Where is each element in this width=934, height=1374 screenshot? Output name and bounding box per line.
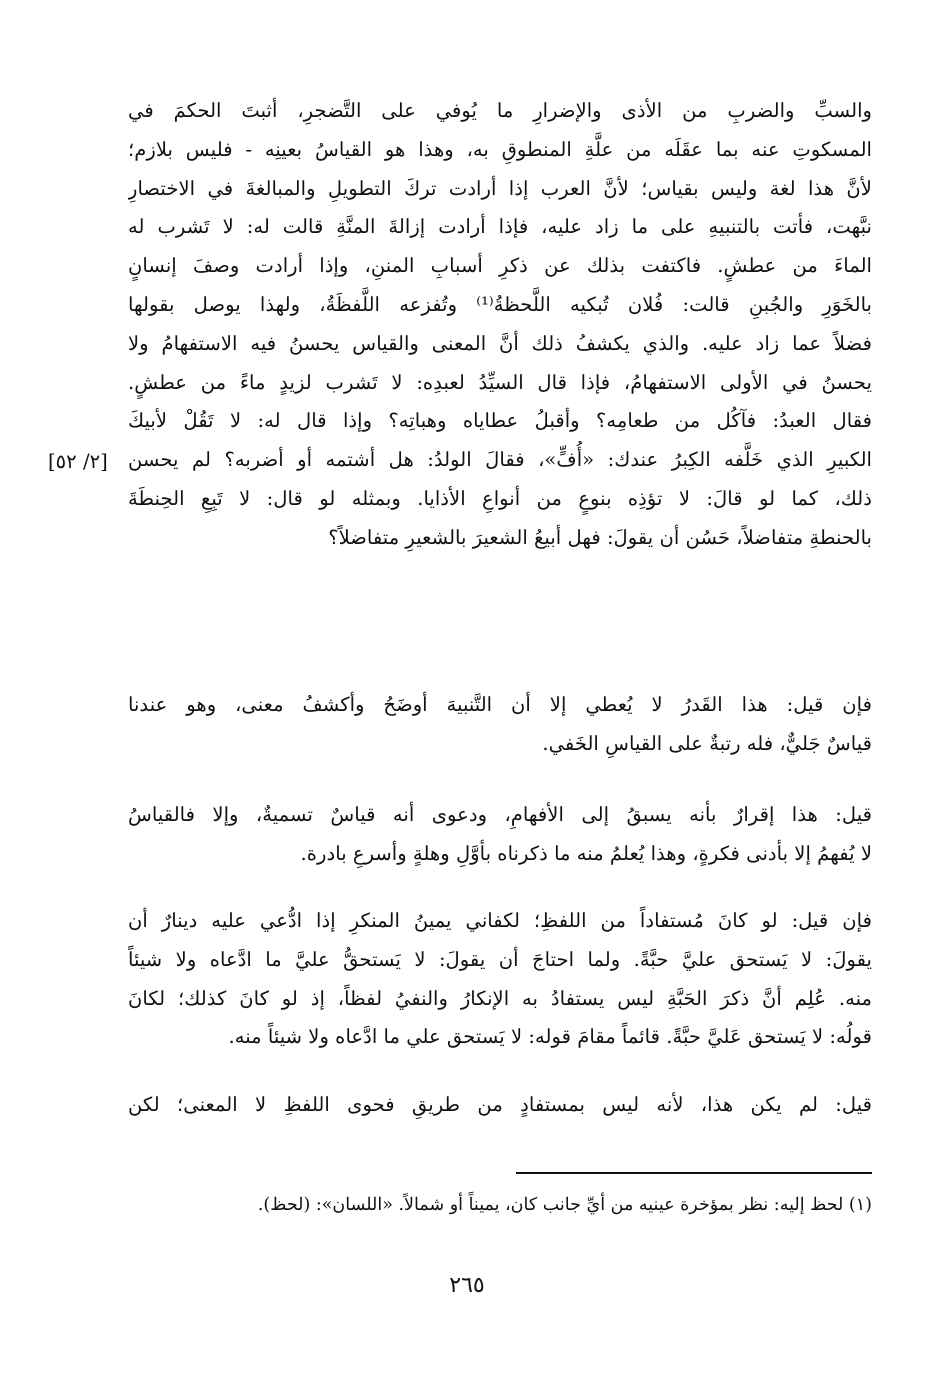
text-line: ذلك، كما لو قالَ: لا تؤذِه بنوعٍ من أنواعِ الأذايا. وبمثله لو قال: لا تَبِعِ الحِنطَةَ [128,486,872,510]
text-line: الكبيرِ الذي خَلَّفه الكِبرُ عندك: «أُفٍّ»، فقالَ الولدُ: هل أشتمه أو أضربه؟ لم يحسن [128,448,872,472]
text-line: بالحنطةِ متفاضلاً، حَسُن أن يقولَ: فهل أبيعُ الشعيرَ بالشعيرِ متفاضلاً؟ [328,525,872,549]
paragraph-1 [128,92,872,558]
text-line: نبَّهت، فأتت بالتنبيهِ على ما زاد عليه، فإذا أرادت إزالةَ المنَّةِ قالت له: لا تَشرب له [128,215,872,239]
text-line: فإن قيل: لو كانَ مُستفاداً من اللفظِ؛ لكفاني يمينُ المنكرِ إذا ادُّعي عليه دينارٌ أن [128,909,872,932]
paragraph-text [128,92,872,558]
text-line: الماءَ من عطشٍ. فاكتفت بذلك عن ذكرِ أسبابِ المننِ، وإذا أرادت وصفَ إنسانٍ [128,254,872,278]
text-line: والسبِّ والضربِ من الأذى والإضرارِ ما يُوفي على التَّضجرِ، أثبتَ الحكمَ في [128,99,872,122]
text-line: يقولَ: لا يَستحق عليَّ حبَّةً. ولما احتاجَ أن يقولَ: لا يَستحقُّ عليَّ ما ادَّعاه ولا شيئاً [128,947,872,971]
text-line: قياسٌ جَليٌّ، فله رتبةٌ على القياسِ الخَفي. [542,731,872,755]
text-line: لا يُفهمُ إلا بأدنى فكرةٍ، وهذا يُعلمُ منه ما ذكرناه بأوَّلِ وهلةٍ وأسرعِ بادرة. [300,841,872,865]
paragraph-text [128,686,872,764]
paragraph-2 [128,686,872,764]
text-line: فضلاً عما زاد عليه. والذي يكشفُ ذلك أنَّ المعنى والقياس يحسنُ فيه الاستفهامُ ولا [128,331,872,355]
paragraph-text [128,1086,872,1125]
paragraph-4 [128,902,872,1057]
text-line: يحسنُ في الأولى الاستفهامُ، فإذا قال السيِّدُ لعبدِه: لا تَشرب لزيدٍ ماءً من عطشٍ. [128,370,872,394]
page-number: ٢٦٥ [449,1273,485,1298]
text-line: فإن قيل: هذا القَدرُ لا يُعطي إلا أن التَّنبيهَ أوضَحُ وأكشفُ معنى، وهو عندنا [128,693,872,716]
paragraph-3 [128,796,872,874]
text-line: قولُه: لا يَستحق عَليَّ حبَّةً. قائماً مقامَ قوله: لا يَستحق علي ما ادَّعاه ولا شيئاً منه. [228,1025,872,1049]
text-line: منه. عُلِم أنَّ ذكرَ الحَبَّةِ ليس يستفادُ به الإنكارُ والنفيُ لفظاً، إذ لو كانَ كذلك؛ لكانَ [128,986,872,1010]
paragraph-5 [128,1086,872,1125]
text-line: المسكوتِ عنه بما عقَلَه من علَّةِ المنطوقِ به، وهذا هو القياسُ بعينِه - فليس بلازم؛ [128,137,872,161]
margin-page-marker: [٢/ ٥٢] [48,450,108,473]
text-line: قيل: لم يكن هذا، لأنه ليس بمستفادٍ من طريقِ فحوى اللفظِ لا المعنى؛ لكن [128,1093,872,1116]
paragraph-text [128,796,872,874]
text-line: لأنَّ هذا لغة وليس بقياس؛ لأنَّ العرب إذا أرادت تركَ التطويلِ والمبالغةَ في الاختصارِ [128,176,872,200]
footnote-divider [516,1172,872,1174]
text-line: قيل: هذا إقرارٌ بأنه يسبقُ إلى الأفهامِ، ودعوى أنه قياسٌ تسميةٌ، وإلا فالقياسُ [128,803,872,826]
footnote: (١) لحظ إليه: نظر بمؤخرة عينيه من أيِّ جانب كان، يميناً أو شمالاً. «اللسان»: (لحظ). [257,1195,872,1215]
text-line: فقال العبدُ: فآكُل من طعامِه؟ وأقبلُ عطاياه وهباتِه؟ وإذا قال له: لا تَقُلْ لأبيكَ [128,409,872,433]
paragraph-text [128,902,872,1057]
text-line: بالخَوَرِ والجُبنِ قالت: فُلان تُبكيه اللَّحظةُ⁽¹⁾ وتُفزعه اللَّفظَةُ، ولهذا يوصل بقولها [128,292,872,316]
